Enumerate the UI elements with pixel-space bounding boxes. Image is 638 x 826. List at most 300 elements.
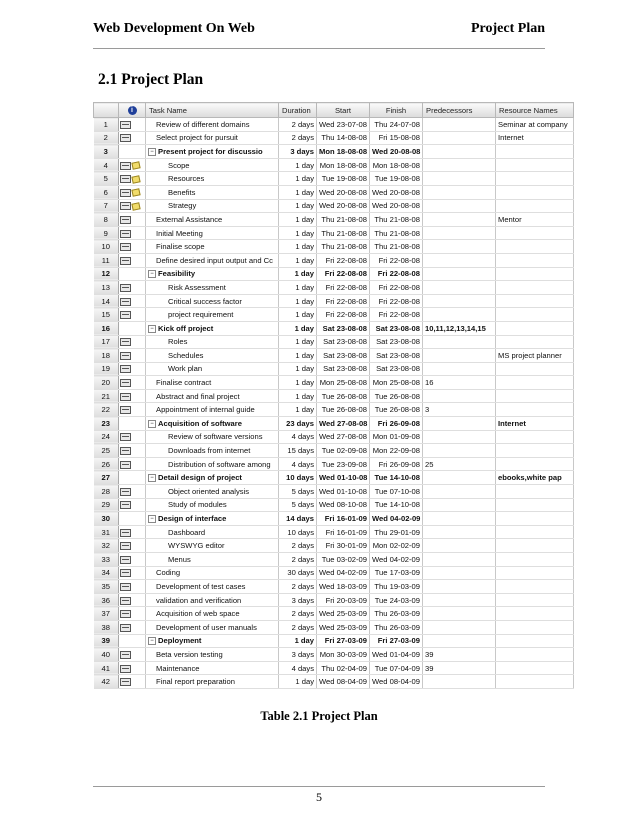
collapse-toggle-icon[interactable]: − [148, 474, 156, 482]
finish-cell[interactable]: Fri 22-08-08 [370, 308, 423, 322]
task-name-cell[interactable] [146, 321, 279, 335]
task-name-cell[interactable] [146, 593, 279, 607]
duration-cell[interactable]: 1 day [279, 281, 317, 295]
finish-cell[interactable]: Mon 01-09-08 [370, 430, 423, 444]
predecessors-cell[interactable] [423, 417, 496, 431]
start-cell[interactable]: Fri 22-08-08 [317, 267, 370, 281]
row-id-cell[interactable]: 24 [94, 430, 119, 444]
task-name-cell[interactable] [146, 240, 279, 254]
predecessors-cell[interactable] [423, 362, 496, 376]
resource-names-cell[interactable]: ebooks,white pap [496, 471, 574, 485]
row-id-cell[interactable]: 6 [94, 185, 119, 199]
finish-cell[interactable]: Mon 22-09-08 [370, 444, 423, 458]
start-cell[interactable]: Fri 30-01-09 [317, 539, 370, 553]
finish-cell[interactable]: Fri 22-08-08 [370, 253, 423, 267]
row-id-cell[interactable]: 2 [94, 131, 119, 145]
task-name-cell[interactable] [146, 498, 279, 512]
start-header[interactable]: Start [317, 103, 370, 118]
duration-cell[interactable]: 5 days [279, 485, 317, 499]
finish-cell[interactable]: Thu 21-08-08 [370, 226, 423, 240]
predecessors-cell[interactable] [423, 471, 496, 485]
resource-names-cell[interactable] [496, 539, 574, 553]
task-name-cell[interactable] [146, 634, 279, 648]
row-id-cell[interactable]: 37 [94, 607, 119, 621]
task-name-cell[interactable] [146, 580, 279, 594]
predecessors-cell[interactable] [423, 158, 496, 172]
task-name-cell[interactable] [146, 199, 279, 213]
resource-names-cell[interactable] [496, 321, 574, 335]
task-name-cell[interactable] [146, 471, 279, 485]
predecessors-cell[interactable] [423, 213, 496, 227]
predecessors-cell[interactable] [423, 444, 496, 458]
duration-cell[interactable]: 23 days [279, 417, 317, 431]
task-name-cell[interactable] [146, 620, 279, 634]
duration-cell[interactable]: 14 days [279, 512, 317, 526]
row-id-cell[interactable]: 31 [94, 525, 119, 539]
task-name-cell[interactable] [146, 158, 279, 172]
start-cell[interactable]: Wed 04-02-09 [317, 566, 370, 580]
duration-cell[interactable]: 1 day [279, 362, 317, 376]
predecessors-cell[interactable] [423, 566, 496, 580]
resource-names-cell[interactable] [496, 525, 574, 539]
start-cell[interactable]: Fri 20-03-09 [317, 593, 370, 607]
duration-cell[interactable]: 2 days [279, 620, 317, 634]
row-id-cell[interactable]: 8 [94, 213, 119, 227]
duration-cell[interactable]: 1 day [279, 675, 317, 689]
finish-cell[interactable]: Tue 26-08-08 [370, 389, 423, 403]
row-id-cell[interactable]: 23 [94, 417, 119, 431]
resource-names-cell[interactable]: Internet [496, 131, 574, 145]
predecessors-cell[interactable] [423, 349, 496, 363]
table-row[interactable] [94, 199, 574, 213]
table-row[interactable] [94, 675, 574, 689]
finish-cell[interactable]: Fri 22-08-08 [370, 281, 423, 295]
collapse-toggle-icon[interactable]: − [148, 515, 156, 523]
task-name-cell[interactable] [146, 185, 279, 199]
collapse-toggle-icon[interactable]: − [148, 420, 156, 428]
predecessors-cell[interactable]: 39 [423, 661, 496, 675]
row-id-cell[interactable]: 10 [94, 240, 119, 254]
start-cell[interactable]: Sat 23-08-08 [317, 349, 370, 363]
start-cell[interactable]: Wed 23-07-08 [317, 118, 370, 132]
finish-cell[interactable]: Thu 29-01-09 [370, 525, 423, 539]
finish-cell[interactable]: Thu 24-07-08 [370, 118, 423, 132]
table-row[interactable] [94, 498, 574, 512]
duration-cell[interactable]: 1 day [279, 335, 317, 349]
table-row[interactable] [94, 634, 574, 648]
resource-names-cell[interactable] [496, 634, 574, 648]
table-row[interactable] [94, 620, 574, 634]
duration-cell[interactable]: 10 days [279, 525, 317, 539]
task-name-cell[interactable] [146, 349, 279, 363]
resource-names-cell[interactable] [496, 553, 574, 567]
predecessors-cell[interactable] [423, 539, 496, 553]
resource-names-cell[interactable] [496, 308, 574, 322]
predecessors-cell[interactable] [423, 593, 496, 607]
table-row[interactable] [94, 145, 574, 159]
table-row[interactable] [94, 580, 574, 594]
table-row[interactable] [94, 539, 574, 553]
finish-cell[interactable]: Mon 18-08-08 [370, 158, 423, 172]
resource-names-cell[interactable] [496, 226, 574, 240]
task-name-cell[interactable] [146, 335, 279, 349]
predecessors-cell[interactable]: 10,11,12,13,14,15 [423, 321, 496, 335]
duration-cell[interactable]: 1 day [279, 199, 317, 213]
row-id-cell[interactable]: 4 [94, 158, 119, 172]
predecessors-cell[interactable]: 25 [423, 457, 496, 471]
start-cell[interactable]: Sat 23-08-08 [317, 321, 370, 335]
row-id-cell[interactable]: 33 [94, 553, 119, 567]
predecessors-cell[interactable] [423, 240, 496, 254]
duration-cell[interactable]: 2 days [279, 553, 317, 567]
collapse-toggle-icon[interactable]: − [148, 148, 156, 156]
task-name-cell[interactable] [146, 417, 279, 431]
finish-cell[interactable]: Thu 26-03-09 [370, 607, 423, 621]
resource-names-header[interactable]: Resource Names [496, 103, 574, 118]
task-name-cell[interactable] [146, 267, 279, 281]
task-name-cell[interactable] [146, 607, 279, 621]
predecessors-cell[interactable] [423, 580, 496, 594]
start-cell[interactable]: Thu 21-08-08 [317, 226, 370, 240]
finish-cell[interactable]: Tue 07-04-09 [370, 661, 423, 675]
task-name-cell[interactable] [146, 389, 279, 403]
table-row[interactable] [94, 661, 574, 675]
predecessors-cell[interactable] [423, 485, 496, 499]
resource-names-cell[interactable] [496, 620, 574, 634]
collapse-toggle-icon[interactable]: − [148, 325, 156, 333]
start-cell[interactable]: Thu 02-04-09 [317, 661, 370, 675]
task-name-cell[interactable] [146, 213, 279, 227]
finish-cell[interactable]: Fri 22-08-08 [370, 267, 423, 281]
finish-cell[interactable]: Fri 22-08-08 [370, 294, 423, 308]
finish-cell[interactable]: Wed 20-08-08 [370, 199, 423, 213]
row-id-cell[interactable]: 15 [94, 308, 119, 322]
resource-names-cell[interactable] [496, 362, 574, 376]
resource-names-cell[interactable] [496, 444, 574, 458]
start-cell[interactable]: Tue 23-09-08 [317, 457, 370, 471]
table-row[interactable] [94, 403, 574, 417]
predecessors-cell[interactable] [423, 675, 496, 689]
duration-cell[interactable]: 1 day [279, 267, 317, 281]
start-cell[interactable]: Mon 30-03-09 [317, 648, 370, 662]
duration-cell[interactable]: 4 days [279, 430, 317, 444]
table-row[interactable] [94, 185, 574, 199]
row-id-cell[interactable]: 1 [94, 118, 119, 132]
row-id-cell[interactable]: 17 [94, 335, 119, 349]
row-id-cell[interactable]: 30 [94, 512, 119, 526]
task-name-cell[interactable] [146, 430, 279, 444]
task-name-cell[interactable] [146, 131, 279, 145]
predecessors-cell[interactable] [423, 335, 496, 349]
predecessors-cell[interactable] [423, 525, 496, 539]
task-name-cell[interactable] [146, 512, 279, 526]
start-cell[interactable]: Wed 20-08-08 [317, 199, 370, 213]
resource-names-cell[interactable]: Mentor [496, 213, 574, 227]
row-id-cell[interactable]: 18 [94, 349, 119, 363]
finish-cell[interactable]: Tue 14-10-08 [370, 471, 423, 485]
duration-cell[interactable]: 3 days [279, 145, 317, 159]
finish-cell[interactable]: Tue 19-08-08 [370, 172, 423, 186]
finish-cell[interactable]: Wed 20-08-08 [370, 145, 423, 159]
start-cell[interactable]: Mon 18-08-08 [317, 145, 370, 159]
start-cell[interactable]: Wed 01-10-08 [317, 485, 370, 499]
duration-cell[interactable]: 10 days [279, 471, 317, 485]
resource-names-cell[interactable]: Seminar at company [496, 118, 574, 132]
duration-cell[interactable]: 2 days [279, 580, 317, 594]
resource-names-cell[interactable] [496, 498, 574, 512]
table-row[interactable] [94, 213, 574, 227]
row-id-cell[interactable]: 9 [94, 226, 119, 240]
table-row[interactable] [94, 430, 574, 444]
predecessors-cell[interactable]: 16 [423, 376, 496, 390]
start-cell[interactable]: Wed 18-03-09 [317, 580, 370, 594]
table-row[interactable] [94, 485, 574, 499]
task-name-cell[interactable] [146, 118, 279, 132]
task-name-cell[interactable] [146, 457, 279, 471]
table-row[interactable] [94, 118, 574, 132]
duration-cell[interactable]: 1 day [279, 634, 317, 648]
finish-cell[interactable]: Sat 23-08-08 [370, 349, 423, 363]
resource-names-cell[interactable] [496, 145, 574, 159]
duration-cell[interactable]: 1 day [279, 376, 317, 390]
finish-cell[interactable]: Wed 04-02-09 [370, 512, 423, 526]
predecessors-cell[interactable] [423, 620, 496, 634]
task-name-cell[interactable] [146, 226, 279, 240]
finish-cell[interactable]: Thu 21-08-08 [370, 240, 423, 254]
finish-cell[interactable]: Tue 07-10-08 [370, 485, 423, 499]
row-id-cell[interactable]: 42 [94, 675, 119, 689]
duration-cell[interactable]: 2 days [279, 539, 317, 553]
resource-names-cell[interactable]: MS project planner [496, 349, 574, 363]
start-cell[interactable]: Thu 14-08-08 [317, 131, 370, 145]
start-cell[interactable]: Wed 25-03-09 [317, 620, 370, 634]
duration-cell[interactable]: 30 days [279, 566, 317, 580]
row-id-cell[interactable]: 13 [94, 281, 119, 295]
finish-cell[interactable]: Fri 26-09-08 [370, 417, 423, 431]
row-id-cell[interactable]: 21 [94, 389, 119, 403]
table-row[interactable] [94, 525, 574, 539]
duration-cell[interactable]: 3 days [279, 648, 317, 662]
table-row[interactable] [94, 512, 574, 526]
table-row[interactable] [94, 362, 574, 376]
resource-names-cell[interactable] [496, 661, 574, 675]
start-cell[interactable]: Thu 21-08-08 [317, 240, 370, 254]
table-row[interactable] [94, 349, 574, 363]
row-id-cell[interactable]: 14 [94, 294, 119, 308]
duration-cell[interactable]: 2 days [279, 131, 317, 145]
predecessors-cell[interactable] [423, 131, 496, 145]
finish-cell[interactable]: Sat 23-08-08 [370, 362, 423, 376]
duration-cell[interactable]: 15 days [279, 444, 317, 458]
predecessors-cell[interactable] [423, 267, 496, 281]
task-name-cell[interactable] [146, 648, 279, 662]
start-cell[interactable]: Thu 21-08-08 [317, 213, 370, 227]
table-row[interactable] [94, 376, 574, 390]
predecessors-cell[interactable] [423, 389, 496, 403]
predecessors-cell[interactable] [423, 553, 496, 567]
duration-cell[interactable]: 1 day [279, 253, 317, 267]
finish-cell[interactable]: Thu 26-03-09 [370, 620, 423, 634]
table-row[interactable] [94, 593, 574, 607]
duration-cell[interactable]: 2 days [279, 607, 317, 621]
duration-cell[interactable]: 1 day [279, 226, 317, 240]
table-row[interactable] [94, 566, 574, 580]
row-id-cell[interactable]: 27 [94, 471, 119, 485]
finish-cell[interactable]: Fri 27-03-09 [370, 634, 423, 648]
table-row[interactable] [94, 131, 574, 145]
predecessors-cell[interactable] [423, 498, 496, 512]
table-row[interactable] [94, 648, 574, 662]
row-id-cell[interactable]: 19 [94, 362, 119, 376]
resource-names-cell[interactable] [496, 403, 574, 417]
duration-cell[interactable]: 1 day [279, 213, 317, 227]
task-name-cell[interactable] [146, 294, 279, 308]
predecessors-cell[interactable] [423, 294, 496, 308]
finish-cell[interactable]: Mon 02-02-09 [370, 539, 423, 553]
resource-names-cell[interactable] [496, 240, 574, 254]
table-row[interactable] [94, 226, 574, 240]
table-row[interactable] [94, 172, 574, 186]
table-row[interactable] [94, 240, 574, 254]
start-cell[interactable]: Fri 22-08-08 [317, 281, 370, 295]
table-row[interactable] [94, 457, 574, 471]
duration-cell[interactable]: 1 day [279, 403, 317, 417]
task-name-cell[interactable] [146, 172, 279, 186]
duration-cell[interactable]: 1 day [279, 185, 317, 199]
resource-names-cell[interactable] [496, 199, 574, 213]
table-row[interactable] [94, 281, 574, 295]
resource-names-cell[interactable] [496, 580, 574, 594]
start-cell[interactable]: Fri 16-01-09 [317, 525, 370, 539]
finish-cell[interactable]: Thu 21-08-08 [370, 213, 423, 227]
resource-names-cell[interactable] [496, 512, 574, 526]
start-cell[interactable]: Mon 25-08-08 [317, 376, 370, 390]
finish-cell[interactable]: Fri 15-08-08 [370, 131, 423, 145]
task-name-cell[interactable] [146, 485, 279, 499]
resource-names-cell[interactable] [496, 607, 574, 621]
row-id-cell[interactable]: 35 [94, 580, 119, 594]
resource-names-cell[interactable] [496, 185, 574, 199]
task-name-cell[interactable] [146, 376, 279, 390]
task-name-cell[interactable] [146, 281, 279, 295]
task-name-cell[interactable] [146, 553, 279, 567]
finish-cell[interactable]: Tue 17-03-09 [370, 566, 423, 580]
start-cell[interactable]: Fri 22-08-08 [317, 294, 370, 308]
resource-names-cell[interactable] [496, 172, 574, 186]
task-name-header[interactable]: Task Name [146, 103, 279, 118]
start-cell[interactable]: Wed 01-10-08 [317, 471, 370, 485]
start-cell[interactable]: Tue 19-08-08 [317, 172, 370, 186]
predecessors-cell[interactable] [423, 607, 496, 621]
row-id-cell[interactable]: 41 [94, 661, 119, 675]
table-row[interactable] [94, 308, 574, 322]
row-id-cell[interactable]: 38 [94, 620, 119, 634]
finish-cell[interactable]: Wed 08-04-09 [370, 675, 423, 689]
finish-cell[interactable]: Wed 01-04-09 [370, 648, 423, 662]
finish-cell[interactable]: Thu 19-03-09 [370, 580, 423, 594]
duration-header[interactable]: Duration [279, 103, 317, 118]
duration-cell[interactable]: 2 days [279, 118, 317, 132]
predecessors-cell[interactable] [423, 308, 496, 322]
start-cell[interactable]: Wed 08-10-08 [317, 498, 370, 512]
row-id-cell[interactable]: 36 [94, 593, 119, 607]
duration-cell[interactable]: 5 days [279, 498, 317, 512]
resource-names-cell[interactable] [496, 457, 574, 471]
row-id-cell[interactable]: 39 [94, 634, 119, 648]
predecessors-cell[interactable] [423, 172, 496, 186]
start-cell[interactable]: Wed 27-08-08 [317, 417, 370, 431]
predecessors-cell[interactable]: 3 [423, 403, 496, 417]
predecessors-header[interactable]: Predecessors [423, 103, 496, 118]
start-cell[interactable]: Tue 02-09-08 [317, 444, 370, 458]
row-id-cell[interactable]: 3 [94, 145, 119, 159]
row-id-cell[interactable]: 16 [94, 321, 119, 335]
duration-cell[interactable]: 3 days [279, 593, 317, 607]
row-id-cell[interactable]: 29 [94, 498, 119, 512]
task-name-cell[interactable] [146, 253, 279, 267]
table-row[interactable] [94, 158, 574, 172]
resource-names-cell[interactable] [496, 593, 574, 607]
table-row[interactable] [94, 335, 574, 349]
start-cell[interactable]: Mon 18-08-08 [317, 158, 370, 172]
row-id-cell[interactable]: 20 [94, 376, 119, 390]
row-id-cell[interactable]: 32 [94, 539, 119, 553]
resource-names-cell[interactable] [496, 648, 574, 662]
finish-cell[interactable]: Sat 23-08-08 [370, 321, 423, 335]
table-row[interactable] [94, 607, 574, 621]
predecessors-cell[interactable]: 39 [423, 648, 496, 662]
task-name-cell[interactable] [146, 539, 279, 553]
table-row[interactable] [94, 444, 574, 458]
resource-names-cell[interactable] [496, 267, 574, 281]
row-id-cell[interactable]: 22 [94, 403, 119, 417]
resource-names-cell[interactable] [496, 389, 574, 403]
predecessors-cell[interactable] [423, 226, 496, 240]
task-name-cell[interactable] [146, 675, 279, 689]
finish-header[interactable]: Finish [370, 103, 423, 118]
finish-cell[interactable]: Tue 24-03-09 [370, 593, 423, 607]
finish-cell[interactable]: Mon 25-08-08 [370, 376, 423, 390]
duration-cell[interactable]: 4 days [279, 661, 317, 675]
start-cell[interactable]: Wed 27-08-08 [317, 430, 370, 444]
row-id-cell[interactable]: 26 [94, 457, 119, 471]
start-cell[interactable]: Wed 25-03-09 [317, 607, 370, 621]
duration-cell[interactable]: 1 day [279, 308, 317, 322]
finish-cell[interactable]: Fri 26-09-08 [370, 457, 423, 471]
resource-names-cell[interactable] [496, 294, 574, 308]
collapse-toggle-icon[interactable]: − [148, 270, 156, 278]
indicators-header[interactable] [119, 103, 146, 118]
start-cell[interactable]: Tue 26-08-08 [317, 389, 370, 403]
start-cell[interactable]: Sat 23-08-08 [317, 362, 370, 376]
start-cell[interactable]: Fri 22-08-08 [317, 253, 370, 267]
finish-cell[interactable]: Sat 23-08-08 [370, 335, 423, 349]
row-id-cell[interactable]: 5 [94, 172, 119, 186]
start-cell[interactable]: Wed 08-04-09 [317, 675, 370, 689]
predecessors-cell[interactable] [423, 430, 496, 444]
duration-cell[interactable]: 1 day [279, 294, 317, 308]
task-name-cell[interactable] [146, 566, 279, 580]
table-row[interactable] [94, 267, 574, 281]
finish-cell[interactable]: Wed 20-08-08 [370, 185, 423, 199]
task-name-cell[interactable] [146, 661, 279, 675]
start-cell[interactable]: Fri 22-08-08 [317, 308, 370, 322]
resource-names-cell[interactable] [496, 158, 574, 172]
resource-names-cell[interactable] [496, 253, 574, 267]
row-id-cell[interactable]: 28 [94, 485, 119, 499]
duration-cell[interactable]: 1 day [279, 158, 317, 172]
predecessors-cell[interactable] [423, 253, 496, 267]
